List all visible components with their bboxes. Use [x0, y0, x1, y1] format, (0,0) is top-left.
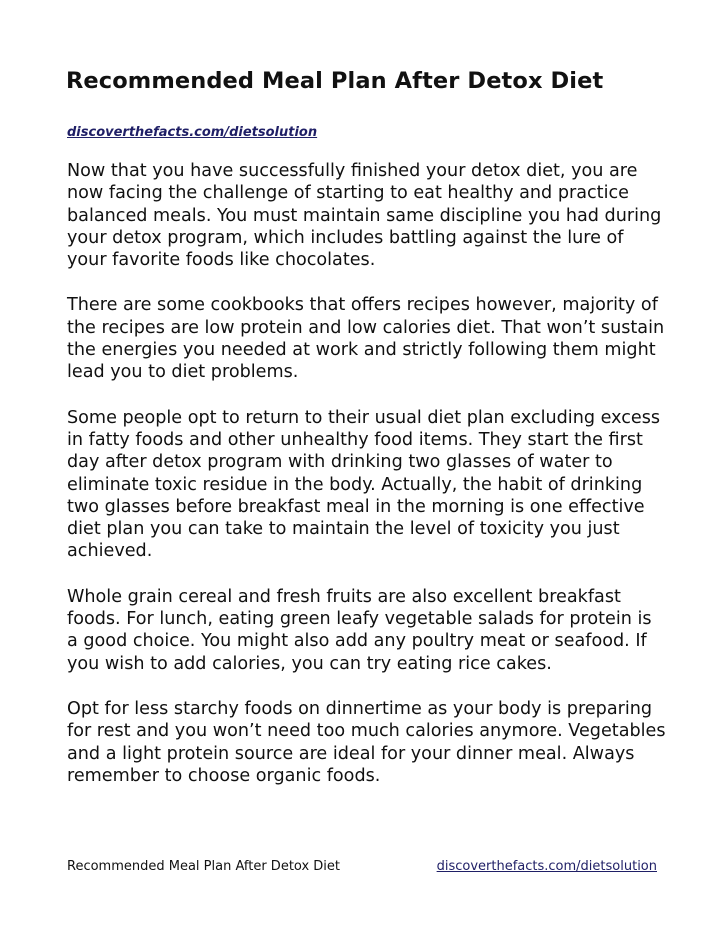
page-footer	[67, 857, 657, 877]
paragraph-intro: Now that you have successfully finished your detox diet, you are now facing the challenge of starting to eat healthy and practice balanced meals. You must maintain same discipline you had during your detox program, which includes battling against the lure of your favorite foods like chocolates.	[67, 161, 662, 271]
paragraph-usual-diet: Some people opt to return to their usual diet plan excluding excess in fatty foods and other unhealthy food items. They start the first day after detox program with drinking two glasses of water to eliminate toxic residue in the body. Actually, the habit of drinking two glasses before breakfast meal in the morning is one effective diet plan you can take to maintain the level of toxicity you just achieved.	[67, 407, 661, 562]
footer-title: Recommended Meal Plan After Detox Diet	[67, 859, 341, 874]
source-link[interactable]: discoverthefacts.com/dietsolution	[67, 125, 318, 140]
footer-link[interactable]: discoverthefacts.com/dietsolution	[436, 859, 657, 874]
document-body	[67, 160, 667, 810]
document-title: Recommended Meal Plan After Detox Diet	[66, 68, 604, 94]
paragraph-breakfast-lunch: Whole grain cereal and fresh fruits are also excellent breakfast foods. For lunch, eating green leafy vegetable salads for protein is a good choice. You might also add any poultry meat or seafood. If you wish to add calories, you can try eating rice cakes.	[67, 586, 652, 674]
paragraph-cookbooks: There are some cookbooks that offers recipes however, majority of the recipes are low protein and low calories diet. That won’t sustain the energies you needed at work and strictly following them might lead you to diet problems.	[67, 295, 665, 383]
paragraph-dinner: Opt for less starchy foods on dinnertime as your body is preparing for rest and you won’t need too much calories anymore. Vegetables and a light protein source are ideal for your dinner meal. Always remember to choose organic foods.	[67, 698, 666, 786]
